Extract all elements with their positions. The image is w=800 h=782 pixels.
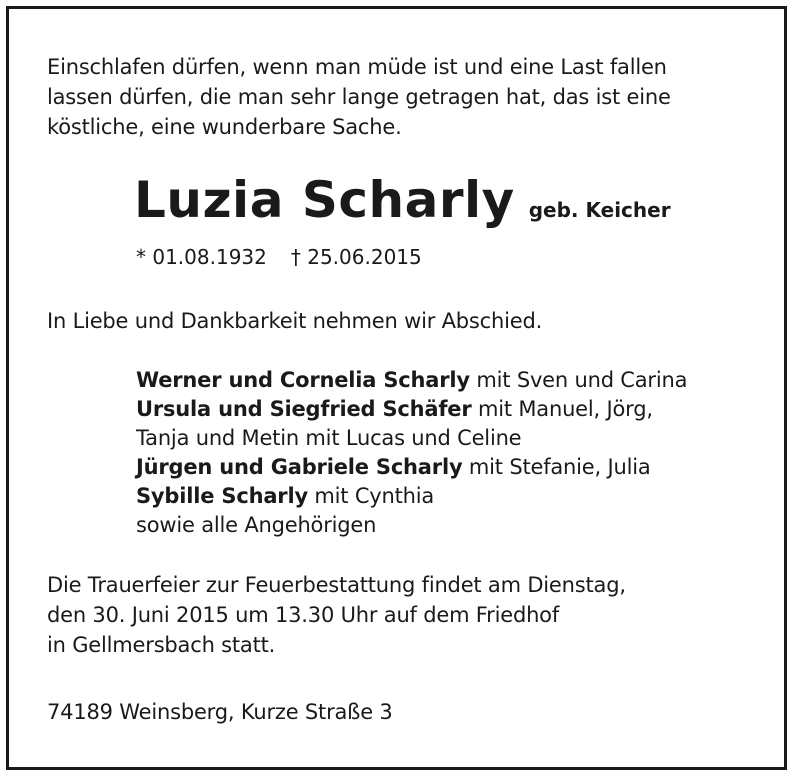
mourner-names: Jürgen und Gabriele Scharly bbox=[136, 455, 463, 479]
deceased-name: Luzia Scharly bbox=[134, 171, 515, 229]
mourner-relatives: Tanja und Metin mit Lucas und Celine bbox=[136, 426, 522, 450]
funeral-announcement bbox=[47, 570, 626, 660]
quote bbox=[47, 52, 671, 142]
quote-line: köstliche, eine wunderbare Sache. bbox=[47, 115, 402, 139]
funeral-line: den 30. Juni 2015 um 13.30 Uhr auf dem Friedhof bbox=[47, 603, 560, 627]
farewell-text: In Liebe und Dankbarkeit nehmen wir Abschied. bbox=[47, 309, 543, 333]
life-dates bbox=[136, 242, 422, 272]
mourner-relatives: mit Sven und Carina bbox=[469, 368, 688, 392]
mourner-line bbox=[136, 482, 687, 511]
mourner-relatives: mit Stefanie, Julia bbox=[462, 455, 651, 479]
mourner-relatives: mit Cynthia bbox=[307, 484, 435, 508]
mourner-relatives: sowie alle Angehörigen bbox=[136, 513, 377, 537]
mourner-line bbox=[136, 366, 687, 395]
funeral-line: in Gellmersbach statt. bbox=[47, 633, 276, 657]
quote-line: lassen dürfen, die man sehr lange getragen hat, das ist eine bbox=[47, 85, 671, 109]
death-date: † 25.06.2015 bbox=[290, 245, 422, 269]
mourner-line bbox=[136, 511, 687, 540]
quote-line: Einschlafen dürfen, wenn man müde ist und eine Last fallen bbox=[47, 55, 667, 79]
mourner-names: Ursula und Siegfried Schäfer bbox=[136, 397, 472, 421]
family-address: 74189 Weinsberg, Kurze Straße 3 bbox=[47, 700, 393, 724]
mourner-names: Werner und Cornelia Scharly bbox=[136, 368, 470, 392]
maiden-name: geb. Keicher bbox=[528, 198, 671, 222]
birth-date: * 01.08.1932 bbox=[136, 245, 267, 269]
funeral-line: Die Trauerfeier zur Feuerbestattung findet am Dienstag, bbox=[47, 573, 626, 597]
mourner-names: Sybille Scharly bbox=[136, 484, 308, 508]
mourner-line bbox=[136, 395, 687, 424]
mourner-line bbox=[136, 424, 687, 453]
mourner-line bbox=[136, 453, 687, 482]
mourner-relatives: mit Manuel, Jörg, bbox=[471, 397, 653, 421]
mourners-list bbox=[136, 366, 687, 540]
deceased-heading bbox=[134, 170, 671, 230]
